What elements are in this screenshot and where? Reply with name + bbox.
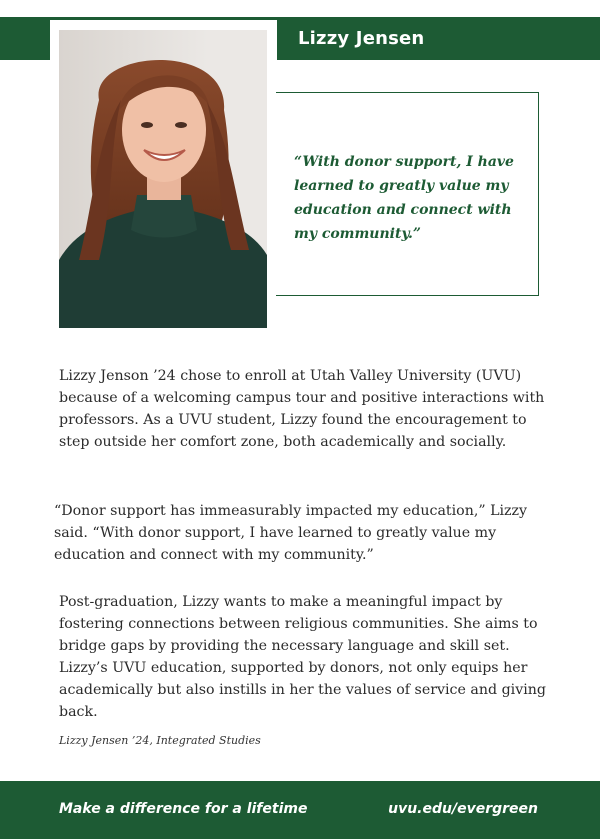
body-paragraph-1: Lizzy Jenson ’24 chose to enroll at Utah Valley University (UVU) because of a welcoming campus tour and positive interactions with professors. As a UVU student, Lizzy found the encouragement to step outside her comfort zone, both academically and socially. bbox=[59, 368, 545, 450]
footer-url-link[interactable]: uvu.edu/evergreen bbox=[388, 801, 538, 817]
student-name: Lizzy Jensen bbox=[298, 28, 425, 49]
student-photo bbox=[59, 30, 267, 328]
pull-quote: “With donor support, I have learned to greatly value my education and connect with my community.” bbox=[294, 154, 514, 242]
body-paragraph-3: Post-graduation, Lizzy wants to make a meaningful impact by fostering connections between religious communities. She aims to bridge gaps by providing the necessary language and skill set. Lizzy’s UVU education, supported by donors, not only equips her academically but also instills in her the values of service and giving back. bbox=[59, 594, 546, 720]
footer-tagline: Make a difference for a lifetime bbox=[59, 801, 308, 817]
photo-frame bbox=[50, 20, 277, 338]
photo-caption: Lizzy Jensen ’24, Integrated Studies bbox=[59, 734, 261, 747]
body-paragraph-2: “Donor support has immeasurably impacted my education,” Lizzy said. “With donor support, I have learned to greatly value my education and connect with my community.” bbox=[54, 503, 528, 563]
